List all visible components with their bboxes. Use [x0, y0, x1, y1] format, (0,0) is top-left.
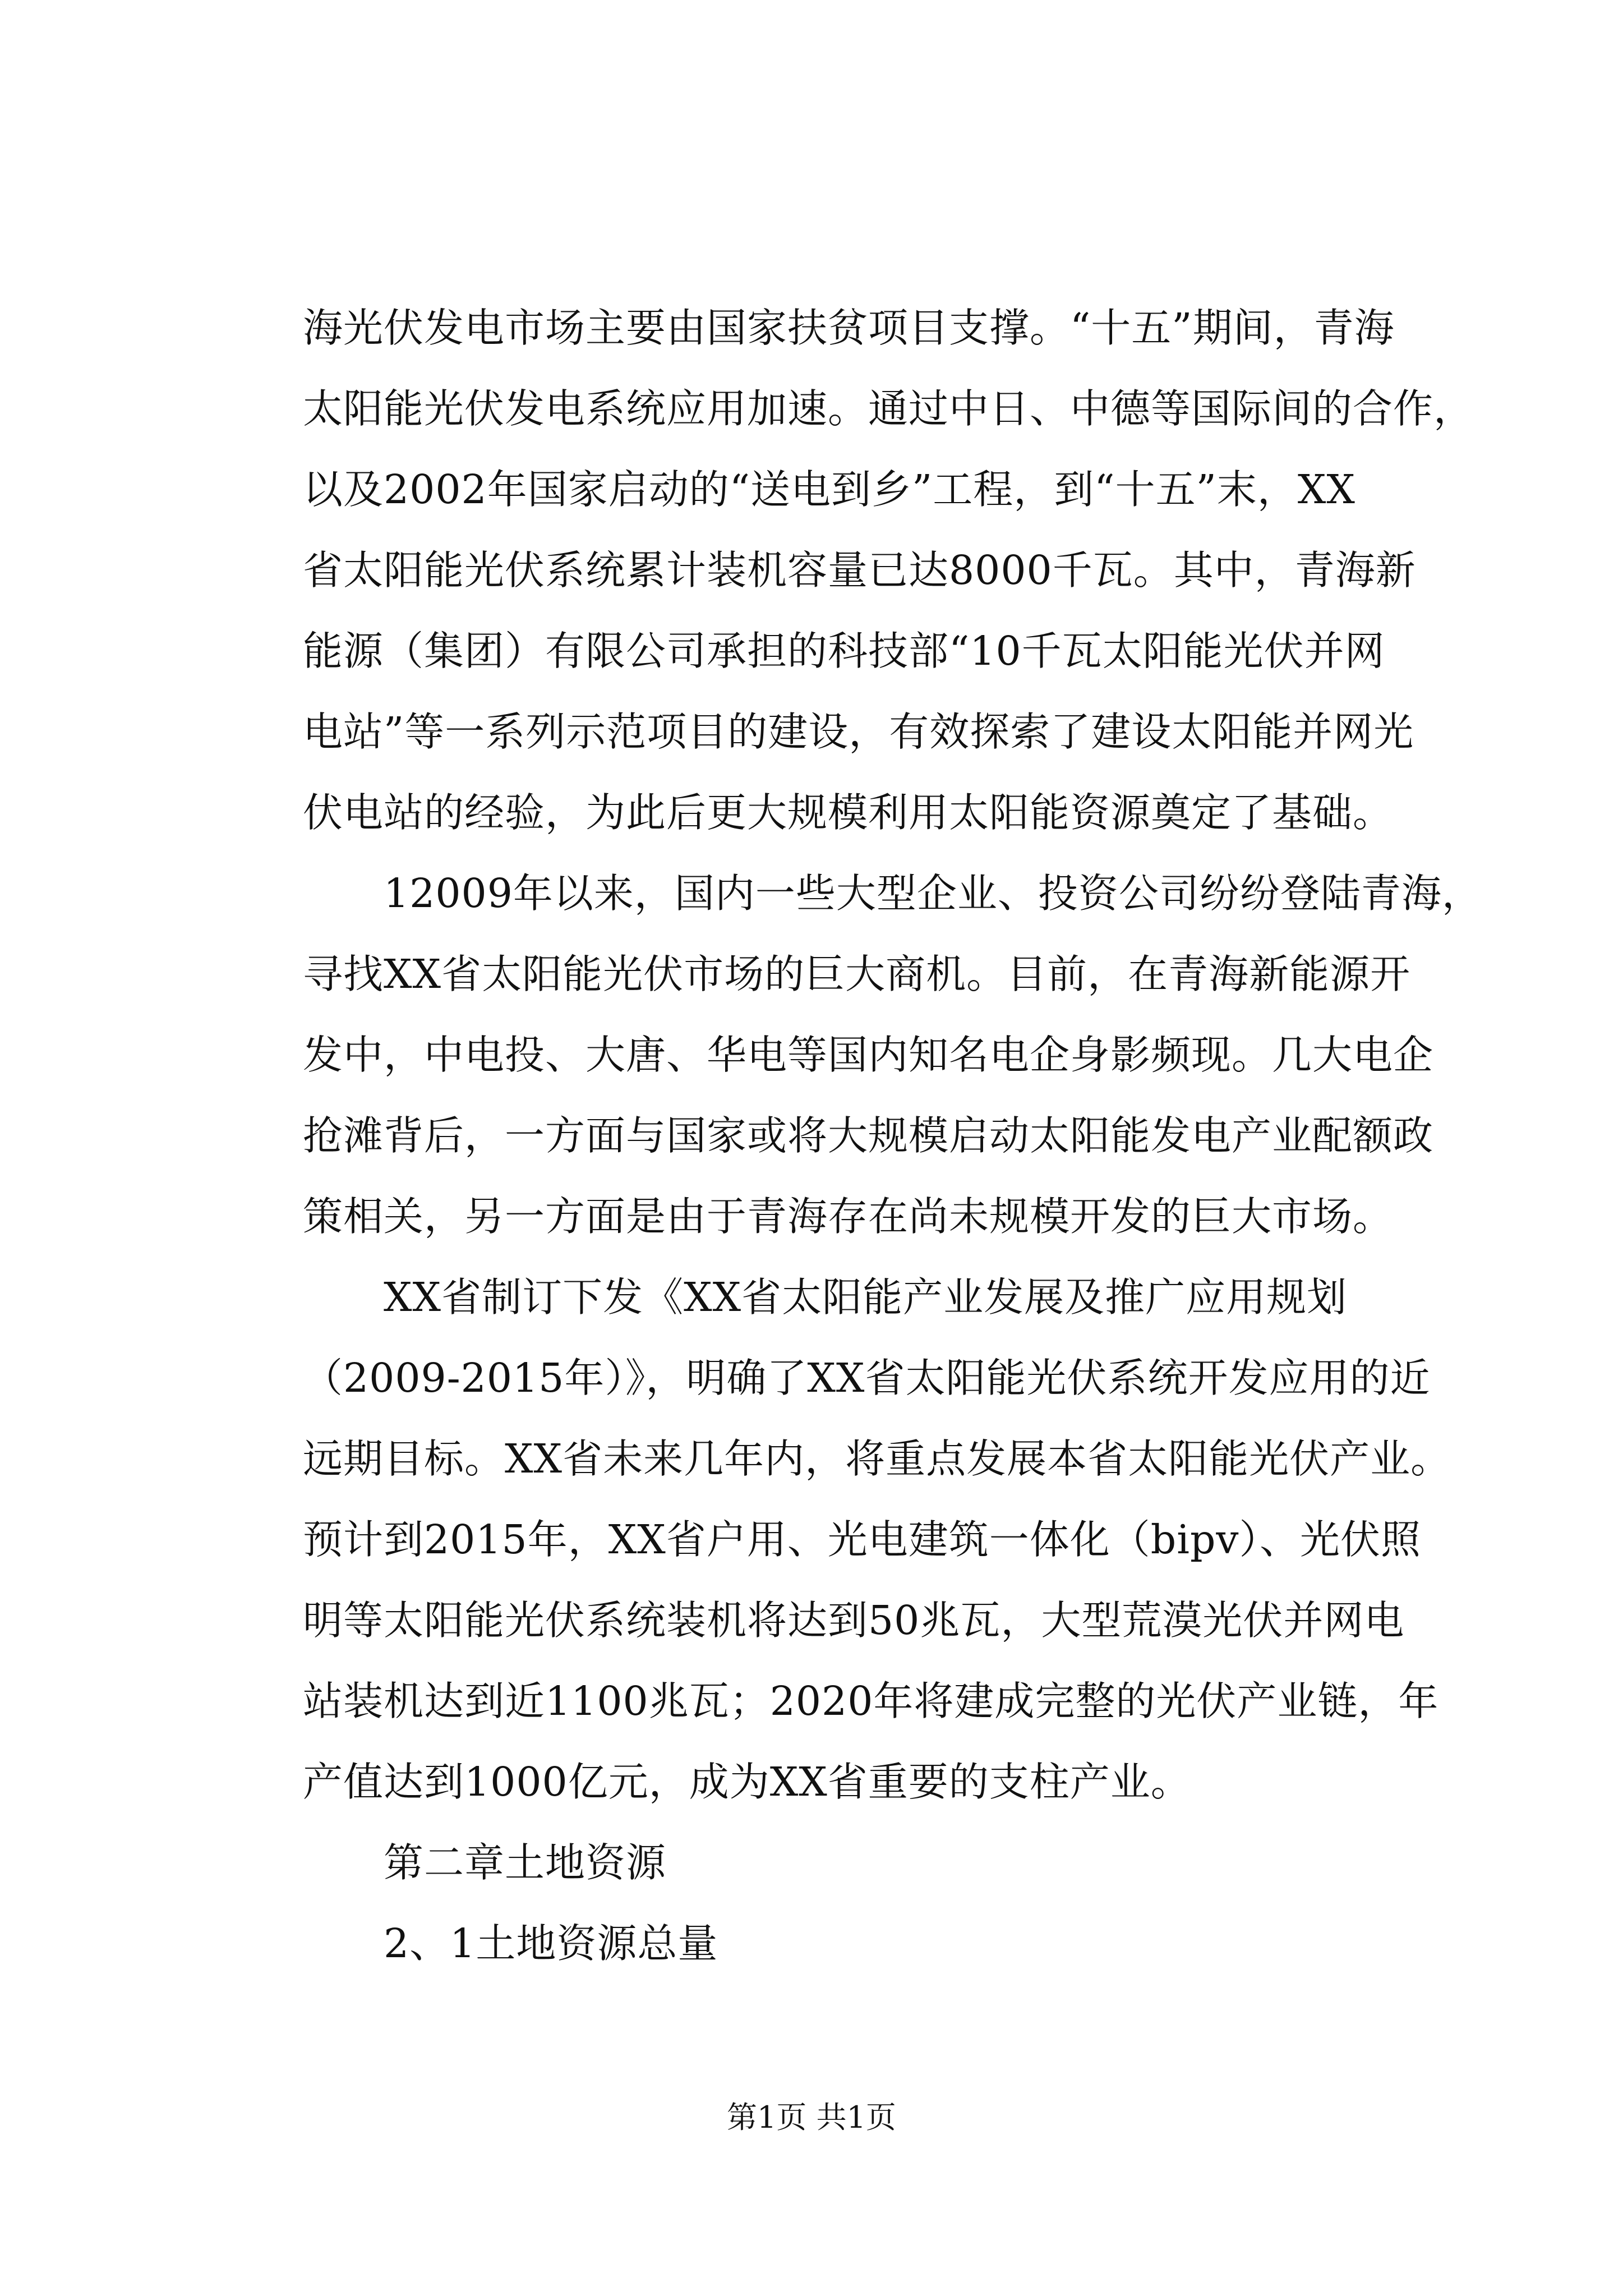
- body-text-line: 预计到2015年，XX省户用、光电建筑一体化（bipv）、光伏照: [303, 1516, 1422, 1563]
- body-text-line: 产值达到1000亿元，成为XX省重要的支柱产业。: [303, 1759, 1191, 1805]
- section-heading: 2、1土地资源总量: [303, 1920, 718, 1967]
- body-text-line: 策相关，另一方面是由于青海存在尚未规模开发的巨大市场。: [303, 1193, 1394, 1240]
- body-text-line: 站装机达到近1100兆瓦；2020年将建成完整的光伏产业链，年: [303, 1678, 1439, 1724]
- body-text-line: 伏电站的经验，为此后更大规模利用太阳能资源奠定了基础。: [303, 789, 1394, 836]
- body-text-line: 太阳能光伏发电系统应用加速。通过中日、中德等国际间的合作，: [303, 385, 1474, 432]
- body-text-line: （2009-2015年）》，明确了XX省太阳能光伏系统开发应用的近: [303, 1355, 1431, 1401]
- body-text-line: 以及2002年国家启动的“送电到乡”工程，到“十五”末，XX: [303, 466, 1355, 513]
- page-footer: 第1页 共1页: [727, 2100, 896, 2135]
- body-text-line: 寻找XX省太阳能光伏市场的巨大商机。目前，在青海新能源开: [303, 951, 1411, 997]
- body-text-line: XX省制订下发《XX省太阳能产业发展及推广应用规划: [303, 1274, 1348, 1320]
- body-text-line: 省太阳能光伏系统累计装机容量已达8000千瓦。其中，青海新: [303, 547, 1416, 593]
- chapter-heading: 第二章土地资源: [303, 1839, 667, 1886]
- body-text-line: 抢滩背后，一方面与国家或将大规模启动太阳能发电产业配额政: [303, 1112, 1434, 1159]
- body-text-line: 海光伏发电市场主要由国家扶贫项目支撑。“十五”期间，青海: [303, 305, 1395, 351]
- body-text-line: 电站”等一系列示范项目的建设，有效探索了建设太阳能并网光: [303, 708, 1414, 755]
- body-text-line: 12009年以来，国内一些大型企业、投资公司纷纷登陆青海，: [303, 870, 1482, 917]
- body-text-line: 远期目标。XX省未来几年内，将重点发展本省太阳能光伏产业。: [303, 1435, 1451, 1482]
- body-text-line: 发中，中电投、大唐、华电等国内知名电企身影频现。几大电企: [303, 1032, 1434, 1078]
- body-text-line: 明等太阳能光伏系统装机将达到50兆瓦，大型荒漠光伏并网电: [303, 1597, 1405, 1644]
- body-text-line: 能源（集团）有限公司承担的科技部“10千瓦太阳能光伏并网: [303, 628, 1385, 674]
